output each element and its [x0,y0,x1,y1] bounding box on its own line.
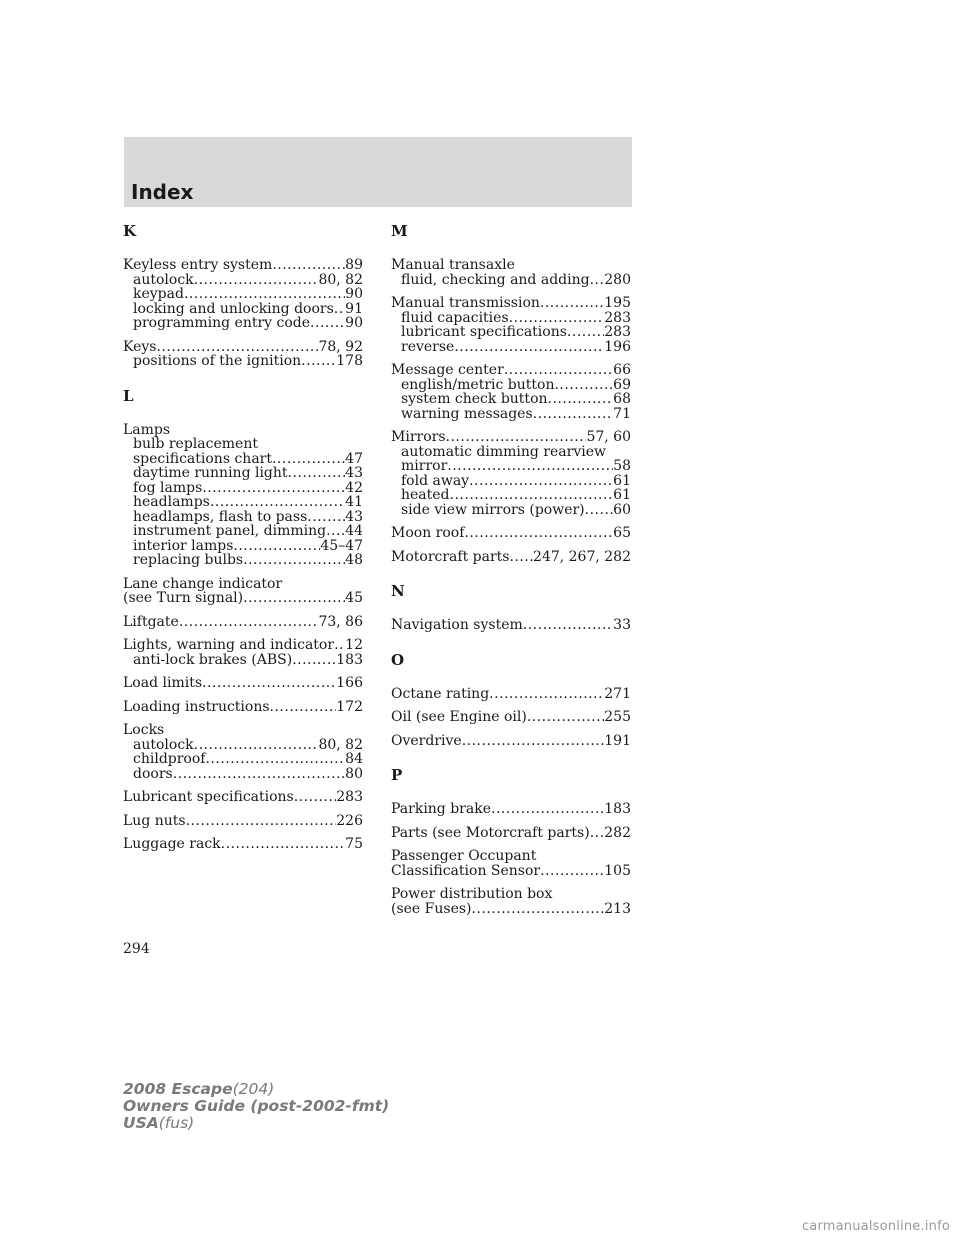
index-entry-line [123,638,363,653]
index-entry-line [391,363,631,378]
dot-leader [202,481,345,496]
entry-text: Keys [123,339,157,354]
dot-leader [446,430,587,445]
index-entry [123,615,363,630]
index-entry-line [123,615,363,630]
dot-leader [156,340,318,355]
entry-page-ref: 78, 92 [318,339,363,354]
entry-text: system check button [401,392,548,407]
entry-page-ref: 90 [345,287,363,302]
entry-page-ref: 80, 82 [318,272,363,287]
entry-text: programming entry code [133,316,311,331]
index-entry-line [391,734,631,749]
entry-page-ref: 12 [345,638,363,653]
dot-leader [184,287,345,302]
index-subentry [391,407,631,422]
entry-text: interior lamps [133,538,234,553]
index-entry-line [391,258,631,273]
entry-text: Octane rating [391,686,490,701]
entry-text: (see Turn signal) [123,591,244,606]
dot-leader [585,503,614,518]
dot-leader [202,676,336,691]
entry-text: lubricant specifications [401,325,567,340]
dot-leader [540,864,604,879]
footer-model-code: (204) [232,1080,275,1098]
index-subentry [123,481,363,496]
dot-leader [288,466,346,481]
dot-leader [489,687,604,702]
index-entry [391,430,631,517]
entry-text: Manual transmission [391,296,540,311]
index-entry-line [391,710,631,725]
index-entry [391,887,631,916]
entry-text: Manual transaxle [391,258,515,273]
dot-leader [334,638,345,653]
entry-text: headlamps, flash to pass [133,509,308,524]
entry-text: Parking brake [391,802,491,817]
index-section [391,582,631,633]
entry-text: Luggage rack [123,837,221,852]
index-entry [391,687,631,702]
entry-text: childproof [133,752,206,767]
index-entry [123,258,363,331]
dot-leader [462,734,605,749]
index-section [391,651,631,749]
entry-page-ref: 42 [345,480,363,495]
entry-page-ref: 283 [604,325,631,340]
entry-text: bulb replacement [133,437,258,452]
index-entry [123,700,363,715]
section-letter: P [391,766,403,784]
index-subentry [391,273,631,288]
entry-page-ref: 57, 60 [586,430,631,445]
entry-text: replacing bulbs [133,553,244,568]
index-entry [123,837,363,852]
dot-leader [186,814,337,829]
entry-text: Locks [123,723,165,738]
dot-leader [173,767,345,782]
index-subentry [123,273,363,288]
footer [123,1081,389,1132]
index-entry-line [391,902,631,917]
dot-leader [504,363,613,378]
entry-page-ref: 43 [345,509,363,524]
index-entry [391,526,631,541]
index-subentry [391,488,631,503]
entry-text: Classification Sensor [391,863,541,878]
index-subentry [391,392,631,407]
entry-text: Loading instructions [123,699,270,714]
index-entry-line [123,591,363,606]
index-entry-line [391,618,631,633]
entry-text: positions of the ignition [133,354,302,369]
index-entry [391,826,631,841]
entry-text: Parts (see Motorcraft parts) [391,825,590,840]
dot-leader [533,407,614,422]
index-entry-line [123,790,363,805]
index-entry [391,258,631,287]
entry-text: anti-lock brakes (ABS) [133,652,293,667]
index-subentry [391,474,631,489]
index-entry-line [123,723,363,738]
entry-page-ref: 45–47 [320,538,363,553]
entry-page-ref: 71 [613,406,631,421]
index-subentry [123,767,363,782]
entry-text: Lights, warning and indicator [123,638,335,653]
entry-page-ref: 80 [345,766,363,781]
entry-page-ref: 58 [613,459,631,474]
index-entry [391,802,631,817]
entry-page-ref: 33 [613,618,631,633]
dot-leader [210,495,345,510]
entry-page-ref: 73, 86 [318,614,363,629]
entry-page-ref: 80, 82 [318,737,363,752]
entry-text: fog lamps [133,480,203,495]
index-section [123,222,363,369]
dot-leader [310,316,345,331]
entry-page-ref: 90 [345,316,363,331]
entry-text: doors [133,766,173,781]
entry-text: english/metric button [401,377,555,392]
dot-leader [523,618,613,633]
dot-leader [590,826,605,841]
index-subentry [123,354,363,369]
index-entry [391,734,631,749]
entry-page-ref: 69 [613,377,631,392]
dot-leader [509,311,605,326]
dot-leader [194,273,319,288]
dot-leader [272,452,345,467]
entry-page-ref: 66 [613,363,631,378]
index-entry-line [123,814,363,829]
entry-text: mirror [401,459,448,474]
index-subentry [123,316,363,331]
dot-leader [179,615,319,630]
entry-text: Oil (see Engine oil) [391,710,527,725]
dot-leader [243,591,345,606]
index-entry-line [123,676,363,691]
dot-leader [548,392,614,407]
section-letter: M [391,222,408,240]
index-subentry [391,445,631,460]
dot-leader [334,302,345,317]
index-entry [391,618,631,633]
page-title: Index [131,180,194,204]
dot-leader [221,837,346,852]
entry-text: instrument panel, dimming [133,524,327,539]
entry-text: fold away [401,473,470,488]
entry-text: headlamps [133,495,210,510]
index-column-left [123,222,363,852]
entry-text: Keyless entry system [123,258,273,273]
index-entry [123,638,363,667]
index-entry-line [123,340,363,355]
entry-text: autolock [133,737,194,752]
index-entry-line [123,423,363,438]
entry-text: locking and unlocking doors [133,301,334,316]
dot-leader [270,700,337,715]
index-entry [123,423,363,568]
header-band [124,137,632,207]
entry-page-ref: 172 [336,699,363,714]
index-entry-line [391,550,631,565]
entry-page-ref: 195 [604,296,631,311]
index-subentry [123,752,363,767]
dot-leader [491,802,604,817]
dot-leader [301,354,336,369]
footer-market-code: (fus) [158,1114,195,1132]
entry-page-ref: 48 [345,553,363,568]
index-entry-line [391,296,631,311]
dot-leader [194,738,319,753]
index-column-right [391,222,631,916]
index-entry-line [391,687,631,702]
index-subentry [123,539,363,554]
entry-page-ref: 65 [613,526,631,541]
entry-text: keypad [133,287,184,302]
entry-page-ref: 68 [613,392,631,407]
index-section [391,222,631,564]
dot-leader [472,902,605,917]
index-subentry [123,452,363,467]
footer-market: USA [123,1114,159,1132]
dot-leader [272,258,345,273]
index-subentry [391,459,631,474]
entry-text: Load limits [123,676,203,691]
entry-page-ref: 283 [336,790,363,805]
dot-leader [567,325,604,340]
index-entry [123,814,363,829]
entry-text: Passenger Occupant [391,849,537,864]
entry-page-ref: 196 [604,339,631,354]
entry-text: Liftgate [123,614,179,629]
entry-page-ref: 247, 267, 282 [533,549,631,564]
entry-text: Power distribution box [391,887,553,902]
index-subentry [123,287,363,302]
footer-line-3 [123,1115,389,1132]
entry-page-ref: 226 [336,813,363,828]
entry-page-ref: 283 [604,310,631,325]
entry-text: (see Fuses) [391,901,472,916]
entry-text: Lamps [123,422,171,437]
index-entry-line [123,258,363,273]
index-subentry [123,437,363,452]
entry-page-ref: 47 [345,451,363,466]
entry-page-ref: 183 [604,802,631,817]
index-entry-line [123,837,363,852]
section-letter: N [391,582,405,600]
entry-text: Mirrors [391,430,446,445]
entry-text: Lug nuts [123,813,186,828]
entry-page-ref: 89 [345,258,363,273]
entry-page-ref: 45 [345,591,363,606]
dot-leader [450,488,614,503]
index-subentry [391,325,631,340]
entry-text: Moon roof [391,526,465,541]
index-section [391,766,631,916]
index-entry [391,550,631,565]
index-entry [123,676,363,691]
index-entry-line [391,802,631,817]
entry-page-ref: 271 [604,686,631,701]
index-subentry [123,466,363,481]
entry-text: daytime running light [133,466,288,481]
entry-text: Navigation system [391,618,523,633]
entry-text: heated [401,488,450,503]
section-letter: K [123,222,137,240]
page-number: 294 [123,941,150,957]
entry-text: warning messages [401,406,533,421]
index-entry [123,723,363,781]
dot-leader [243,553,345,568]
dot-leader [590,273,605,288]
section-letter: O [391,650,405,669]
index-entry [123,790,363,805]
entry-text: Lubricant specifications [123,790,294,805]
index-entry-line [391,826,631,841]
dot-leader [540,296,604,311]
entry-page-ref: 280 [604,272,631,287]
footer-line-2: Owners Guide (post-2002-fmt) [123,1097,390,1115]
index-entry [123,340,363,369]
index-subentry [123,524,363,539]
entry-text: Lane change indicator [123,576,283,591]
dot-leader [469,474,613,489]
entry-text: reverse [401,339,455,354]
index-subentry [391,378,631,393]
entry-page-ref: 166 [336,676,363,691]
index-subentry [123,653,363,668]
index-entry-line [391,430,631,445]
index-entry [123,577,363,606]
index-entry [391,296,631,354]
entry-page-ref: 84 [345,752,363,767]
dot-leader [527,710,604,725]
index-entry-line [391,849,631,864]
index-entry-line [391,887,631,902]
index-subentry [123,738,363,753]
entry-text: automatic dimming rearview [401,444,607,459]
dot-leader [454,340,604,355]
footer-line-1 [123,1081,389,1098]
index-subentry [391,503,631,518]
index-subentry [123,302,363,317]
entry-page-ref: 105 [604,863,631,878]
entry-page-ref: 43 [345,466,363,481]
dot-leader [554,378,613,393]
dot-leader [205,752,345,767]
entry-text: specifications chart [133,451,272,466]
watermark: carmanualsonline.info [801,1219,950,1234]
entry-text: side view mirrors (power) [401,502,585,517]
entry-text: fluid capacities [401,310,509,325]
index-section [123,387,363,852]
dot-leader [233,539,320,554]
index-subentry [123,553,363,568]
entry-text: Motorcraft parts [391,549,510,564]
entry-page-ref: 213 [604,901,631,916]
index-entry-line [123,700,363,715]
dot-leader [307,510,345,525]
entry-page-ref: 191 [604,733,631,748]
entry-page-ref: 178 [336,354,363,369]
entry-text: autolock [133,272,194,287]
entry-text: Overdrive [391,733,462,748]
entry-text: fluid, checking and adding [401,272,590,287]
entry-page-ref: 44 [345,524,363,539]
index-entry-line [391,864,631,879]
entry-page-ref: 41 [345,495,363,510]
index-subentry [391,311,631,326]
dot-leader [447,459,613,474]
entry-page-ref: 282 [604,825,631,840]
dot-leader [464,526,613,541]
section-letter: L [123,386,134,405]
entry-page-ref: 61 [613,473,631,488]
entry-page-ref: 75 [345,837,363,852]
dot-leader [292,653,336,668]
index-subentry [123,510,363,525]
entry-page-ref: 91 [345,301,363,316]
index-entry [391,849,631,878]
index-entry [391,363,631,421]
index-entry-line [123,577,363,592]
entry-page-ref: 183 [336,652,363,667]
entry-page-ref: 60 [613,502,631,517]
index-subentry [391,340,631,355]
index-entry-line [391,526,631,541]
dot-leader [509,550,533,565]
entry-page-ref: 61 [613,488,631,503]
index-entry [391,710,631,725]
dot-leader [294,790,337,805]
dot-leader [326,524,345,539]
entry-text: Message center [391,363,504,378]
entry-page-ref: 255 [604,710,631,725]
index-subentry [123,495,363,510]
footer-model: 2008 Escape [123,1080,233,1098]
